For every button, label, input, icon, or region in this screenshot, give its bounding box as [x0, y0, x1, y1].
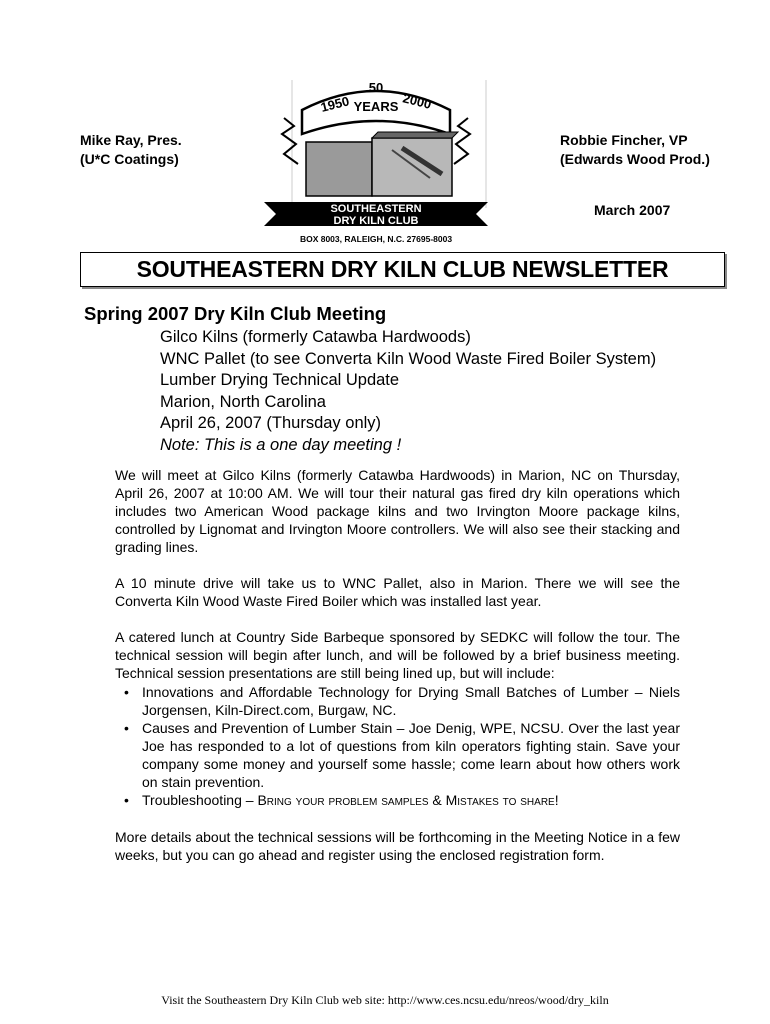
president-name: Mike Ray, Pres.	[80, 132, 182, 148]
paragraph-lunch: A catered lunch at Country Side Barbeque sponsored by SEDKC will follow the tour. The technical session will begin after lunch, and will be followed by a brief business meeting. Technical session presentations are still being lined up, but will include:	[115, 629, 680, 681]
vp-block	[560, 131, 710, 169]
logo-club-line1: SOUTHEASTERN	[330, 203, 422, 215]
list-item: • Innovations and Affordable Technology for Drying Small Batches of Lumber – Niels Jorgensen, Kiln-Direct.com, Burgaw, NC.	[120, 683, 680, 719]
meeting-note: Note: This is a one day meeting !	[160, 435, 402, 454]
kiln-logo-graphic	[262, 78, 490, 248]
logo-year-end: 2000	[401, 90, 433, 112]
meeting-heading: Spring 2007 Dry Kiln Club Meeting	[84, 303, 387, 324]
paragraph-wnc-pallet: A 10 minute drive will take us to WNC Pallet, also in Marion. There we will see the Converta Kiln Wood Waste Fired Boiler which was installed last year.	[115, 575, 680, 609]
list-item: • Troubleshooting – Bring your problem samples & Mistakes to share!	[120, 791, 680, 809]
logo-years: YEARS	[353, 99, 399, 114]
president-org: (U*C Coatings)	[80, 151, 179, 167]
meeting-item: April 26, 2007 (Thursday only)	[160, 414, 382, 432]
president-block	[80, 131, 182, 169]
meeting-item: Gilco Kilns (formerly Catawba Hardwoods)	[160, 328, 471, 346]
paragraph-registration: More details about the technical sessions will be forthcoming in the Meeting Notice in a few weeks, but you can go ahead and register using the enclosed registration form.	[115, 829, 680, 863]
meeting-item: Lumber Drying Technical Update	[160, 371, 400, 389]
club-logo	[262, 78, 490, 248]
meeting-item: WNC Pallet (to see Converta Kiln Wood Waste Fired Boiler System)	[160, 349, 657, 368]
meeting-details	[160, 327, 656, 456]
logo-year-start: 1950	[319, 93, 351, 115]
logo-club-line2: DRY KILN CLUB	[333, 215, 419, 227]
vp-org: (Edwards Wood Prod.)	[560, 151, 710, 167]
issue-date: March 2007	[594, 202, 671, 218]
logo-address: BOX 8003, RALEIGH, N.C. 27695-8003	[299, 234, 453, 244]
newsletter-title-box	[80, 252, 725, 287]
newsletter-title: SOUTHEASTERN DRY KILN CLUB NEWSLETTER	[136, 256, 669, 282]
vp-name: Robbie Fincher, VP	[560, 132, 688, 148]
logo-fifty: 50	[368, 80, 384, 95]
website-footer: Visit the Southeastern Dry Kiln Club web site: http://www.ces.ncsu.edu/nreos/wood/dry_kiln	[161, 993, 609, 1007]
list-item: • Causes and Prevention of Lumber Stain – Joe Denig, WPE, NCSU. Over the last year Joe has responded to a lot of questions from kiln operators fighting stain. Save your company some money and yourself some hassle; come learn about how others work on stain prevention.	[120, 719, 680, 791]
presentation-list	[120, 683, 680, 809]
paragraph-tour: We will meet at Gilco Kilns (formerly Catawba Hardwoods) in Marion, NC on Thursday, April 26, 2007 at 10:00 AM. We will tour their natural gas fired dry kiln operations which includes two American Wood package kilns and two Irvington Moore package kilns, controlled by Lignomat and Irvington Moore controllers. We will also see their stacking and grading lines.	[115, 467, 680, 555]
meeting-item: Marion, North Carolina	[160, 392, 326, 411]
